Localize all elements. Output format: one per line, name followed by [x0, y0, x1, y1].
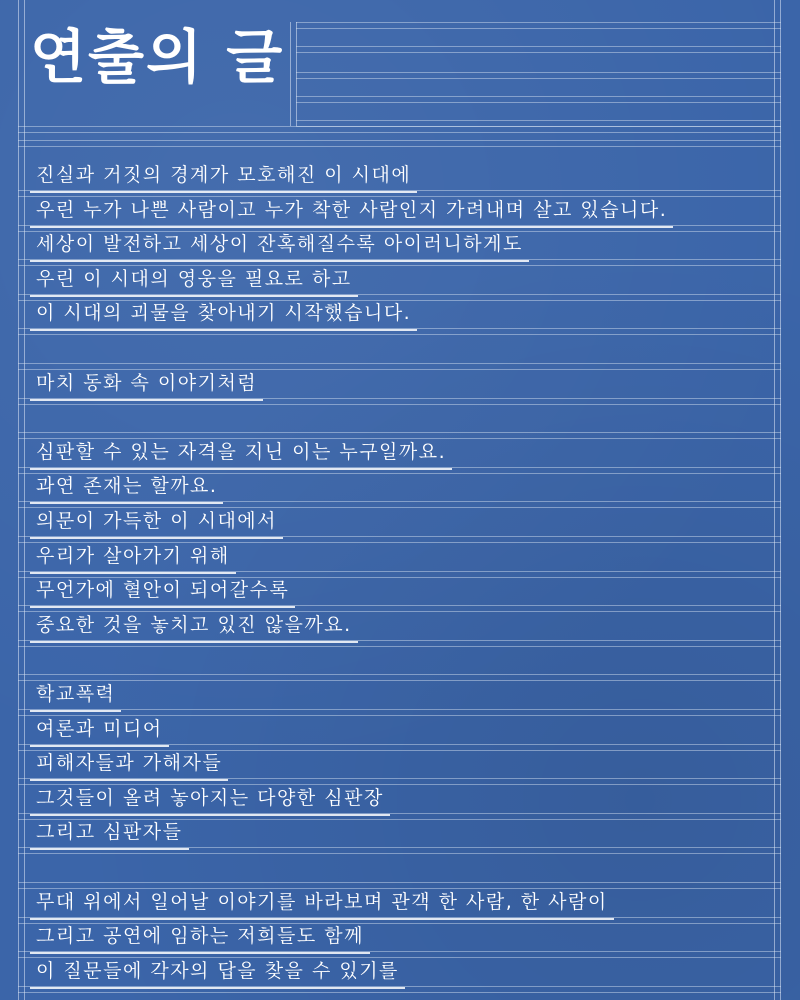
text-line	[30, 261, 358, 297]
text-line-content: 그리고 공연에 임하는 저희들도 함께	[36, 925, 364, 948]
text-line-content: 학교폭력	[36, 683, 116, 705]
ruled-line	[296, 46, 781, 47]
text-line	[30, 295, 417, 331]
text-underline	[30, 399, 263, 401]
text-line-content: 피해자들과 가해자들	[36, 752, 223, 775]
text-line-content: 진실과 거짓의 경계가 모호해진 이 시대에	[36, 164, 412, 186]
text-line-content: 그것들이 올려 놓아지는 다양한 심판장	[36, 786, 384, 809]
text-line-content: 우리가 살아가기 위해	[36, 544, 230, 567]
ruled-line	[18, 140, 781, 141]
text-line	[30, 711, 169, 747]
text-line	[30, 434, 452, 470]
ruled-line	[296, 120, 781, 121]
ruled-line	[296, 52, 781, 53]
text-line	[30, 503, 283, 539]
text-line	[30, 953, 405, 989]
ruled-line	[296, 72, 781, 73]
text-line-content: 여론과 미디어	[36, 717, 163, 740]
ruled-line	[296, 96, 781, 97]
text-line	[30, 365, 263, 401]
text-line-content: 이 시대의 괴물을 찾아내기 시작했습니다.	[36, 302, 412, 325]
text-underline	[30, 641, 358, 643]
text-line	[30, 918, 370, 954]
ruled-line	[296, 22, 781, 23]
text-line-content: 세상이 발전하고 세상이 잔혹해질수록 아이러니하게도	[36, 233, 523, 256]
text-line-content: 무언가에 혈안이 되어갈수록	[36, 579, 290, 602]
text-line-content: 마치 동화 속 이야기처럼	[36, 371, 258, 394]
text-line	[30, 745, 228, 781]
text-line	[30, 157, 417, 193]
text-line	[30, 676, 121, 712]
text-line	[30, 814, 189, 850]
text-line	[30, 538, 236, 574]
ruled-line	[18, 126, 781, 127]
ruled-line	[296, 78, 781, 79]
text-line	[30, 572, 295, 608]
text-line	[30, 780, 390, 816]
text-line-content: 그리고 심판자들	[36, 821, 183, 844]
ruled-line	[18, 853, 781, 854]
ruled-line	[18, 674, 781, 675]
text-line	[30, 607, 358, 643]
text-line	[30, 192, 673, 228]
text-line-content: 우린 누가 나쁜 사람이고 누가 착한 사람인지 가려내며 살고 있습니다.	[36, 198, 668, 221]
ruled-line	[296, 28, 781, 29]
text-line	[30, 468, 223, 504]
ruled-line	[18, 680, 781, 681]
text-underline	[30, 987, 405, 989]
text-underline	[30, 329, 417, 331]
text-line-content: 이 질문들에 각자의 답을 찾을 수 있기를	[36, 959, 399, 982]
text-line-content: 우린 이 시대의 영웅을 필요로 하고	[36, 267, 352, 290]
ruled-line	[18, 132, 781, 133]
text-line	[30, 884, 614, 920]
ruled-line	[18, 334, 781, 335]
ruled-line	[18, 992, 781, 993]
ruled-line	[18, 404, 781, 405]
page-title: 연출의 글	[30, 23, 285, 91]
text-line-content: 의문이 가득한 이 시대에서	[36, 510, 278, 532]
ruled-line	[18, 646, 781, 647]
ruled-line	[18, 146, 781, 147]
text-line	[30, 226, 529, 262]
ruled-line	[296, 102, 781, 103]
text-line-content: 심판할 수 있는 자격을 지닌 이는 누구일까요.	[36, 440, 447, 463]
text-line-content: 중요한 것을 놓치고 있진 않을까요.	[36, 613, 352, 636]
text-line-content: 무대 위에서 일어날 이야기를 바라보며 관객 한 사람, 한 사람이	[36, 890, 608, 913]
text-underline	[30, 848, 189, 850]
text-line-content: 과연 존재는 할까요.	[36, 475, 218, 498]
